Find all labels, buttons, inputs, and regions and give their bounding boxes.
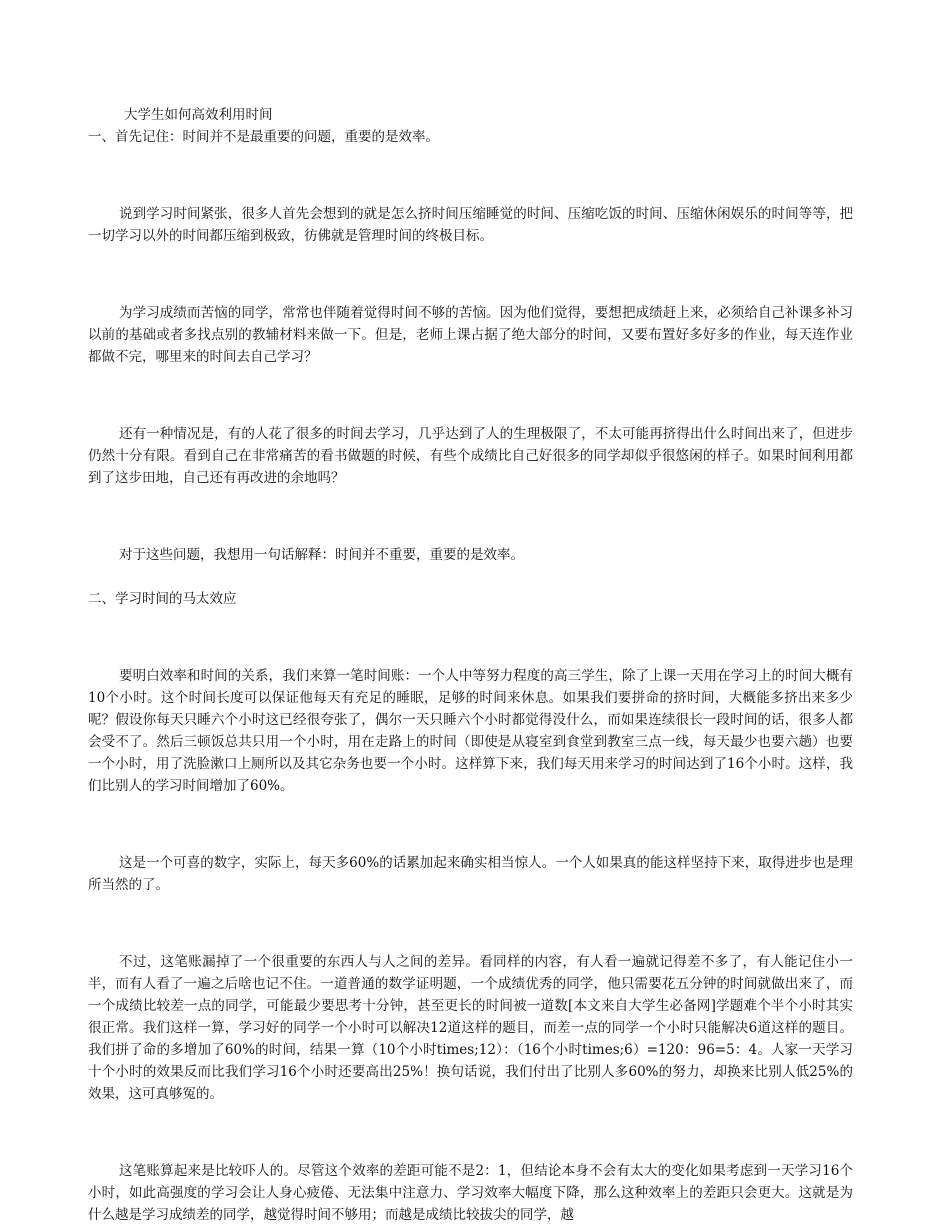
spacer xyxy=(88,148,853,203)
spacer xyxy=(88,489,853,544)
spacer xyxy=(88,566,853,588)
spacer xyxy=(88,368,853,423)
section-heading-1: 一、首先记住：时间并不是最重要的问题，重要的是效率。 xyxy=(88,129,439,145)
document-page xyxy=(88,104,853,1226)
paragraph-8: 这笔账算起来是比较吓人的。尽管这个效率的差距可能不是2：1，但结论本身不会有太大的变化如果考虑到一天学习16个小时，如此高强度的学习会让人身心疲倦、无法集中注意力、学习效率大幅度下降，那么这种效率上的差距只会更大。这就是为什么越是学习成绩差的同学，越觉得时间不够用；而越是成绩比较拔尖的同学，越 xyxy=(88,1163,853,1223)
paragraph-6: 这是一个可喜的数字，实际上，每天多60%的话累加起来确实相当惊人。一个人如果真的能这样坚持下来，取得进步也是理所当然的了。 xyxy=(88,855,853,893)
spacer xyxy=(88,896,853,951)
document-title: 大学生如何高效利用时间 xyxy=(124,107,273,123)
spacer xyxy=(88,247,853,302)
spacer xyxy=(88,1105,853,1160)
paragraph-7: 不过，这笔账漏掉了一个很重要的东西人与人之间的差异。看同样的内容，有人看一遍就记得差不多了，有人能记住小一半，而有人看了一遍之后啥也记不住。一道普通的数学证明题，一个成绩优秀的同学，他只需要花五分钟的时间就做出来了，而一个成绩比较差一点的同学，可能最少要思考十分钟，甚至更长的时间被一道数[本文来自大学生必备网]学题难个半个小时其实很正常。我们这样一算，学习好的同学一个小时可以解决12道这样的题目，而差一点的同学一个小时只能解决6道这样的题目。我们拼了命的多增加了60%的时间，结果一算（10个小时times;12）：（16个小时times;6）=120：96=5：4。人家一天学习十个小时的效果反而比我们学习16个小时还要高出25%！换句话说，我们付出了比别人多60%的努力，却换来比别人低25%的效果，这可真够冤的。 xyxy=(88,954,853,1102)
section-heading-2: 二、学习时间的马太效应 xyxy=(88,591,237,607)
paragraph-4: 对于这些问题，我想用一句话解释：时间并不重要，重要的是效率。 xyxy=(119,547,524,563)
paragraph-2: 为学习成绩而苦恼的同学，常常也伴随着觉得时间不够的苦恼。因为他们觉得，要想把成绩赶上来，必须给自己补课多补习以前的基础或者多找点别的教辅材料来做一下。但是，老师上课占据了绝大部分的时间，又要布置好多好多的作业，每天连作业都做不完，哪里来的时间去自己学习？ xyxy=(88,305,853,365)
paragraph-5: 要明白效率和时间的关系，我们来算一笔时间账：一个人中等努力程度的高三学生，除了上课一天用在学习上的时间大概有10个小时。这个时间长度可以保证他每天有充足的睡眠，足够的时间来休息。如果我们要拼命的挤时间，大概能多挤出来多少呢？假设你每天只睡六个小时这已经很夸张了，偶尔一天只睡六个小时都觉得没什么，而如果连续很长一段时间的话，很多人都会受不了。然后三顿饭总共只用一个小时，用在走路上的时间（即使是从寝室到食堂到教室三点一线，每天最少也要六趟）也要一个小时，用了洗脸漱口上厕所以及其它杂务也要一个小时。这样算下来，我们每天用来学习的时间达到了16个小时。这样，我们比别人的学习时间增加了60%。 xyxy=(88,668,853,794)
paragraph-3: 还有一种情况是，有的人花了很多的时间去学习，几乎达到了人的生理极限了，不太可能再挤得出什么时间出来了，但进步仍然十分有限。看到自己在非常痛苦的看书做题的时候，有些个成绩比自己好很多的同学却似乎很悠闲的样子。如果时间利用都到了这步田地，自己还有再改进的余地吗？ xyxy=(88,426,853,486)
spacer xyxy=(88,610,853,665)
spacer xyxy=(88,797,853,852)
paragraph-1: 说到学习时间紧张，很多人首先会想到的就是怎么挤时间压缩睡觉的时间、压缩吃饭的时间、压缩休闲娱乐的时间等等，把一切学习以外的时间都压缩到极致，彷佛就是管理时间的终极目标。 xyxy=(88,206,853,244)
